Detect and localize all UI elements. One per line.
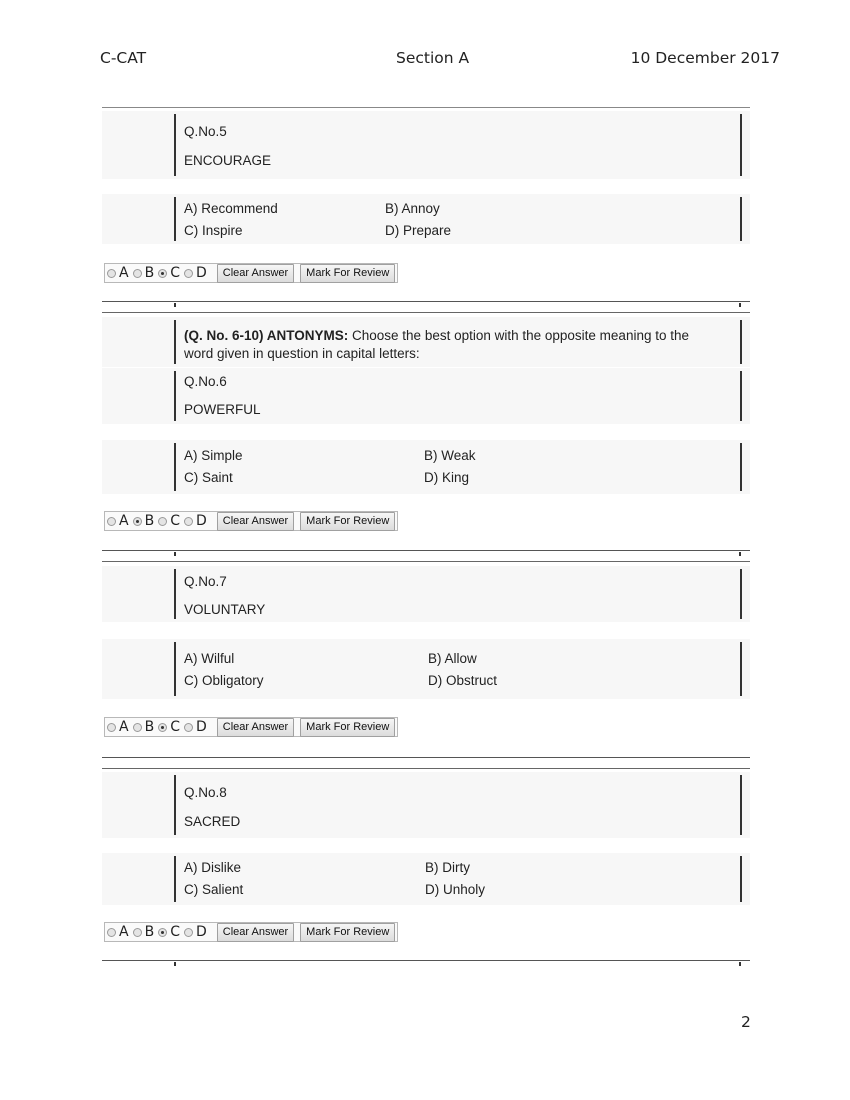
question-block-5 [102, 107, 750, 297]
radio-option-c[interactable]: C [158, 265, 180, 281]
block-separator [102, 757, 750, 769]
header-center: Section A [396, 49, 470, 67]
clear-answer-button[interactable]: Clear Answer [217, 923, 294, 942]
answer-bar [104, 511, 398, 531]
radio-option-d[interactable]: D [184, 924, 207, 940]
header-left: C-CAT [100, 49, 147, 67]
option-a: A) Wilful [184, 651, 235, 666]
instruction-body: Choose the best option with the opposite meaning to the word given in question in capital letters: [184, 328, 689, 361]
option-c: C) Saint [184, 470, 233, 485]
radio-option-a[interactable]: A [107, 513, 129, 529]
option-c: C) Salient [184, 882, 244, 897]
question-block-7 [102, 562, 750, 757]
instruction-pane [102, 317, 750, 367]
option-c: C) Obligatory [184, 673, 264, 688]
option-d: D) Obstruct [428, 673, 498, 688]
radio-option-c[interactable]: C [158, 924, 180, 940]
radio-option-a[interactable]: A [107, 719, 129, 735]
block-separator [102, 301, 750, 313]
clear-answer-button[interactable]: Clear Answer [217, 718, 294, 737]
radio-option-d[interactable]: D [184, 513, 207, 529]
instruction-text [184, 327, 690, 362]
question-pane [102, 111, 750, 179]
mark-for-review-button[interactable]: Mark For Review [300, 718, 395, 737]
option-a: A) Simple [184, 448, 243, 463]
question-word: POWERFUL [184, 402, 261, 417]
block-separator [102, 550, 750, 562]
question-pane [102, 368, 750, 424]
options-pane [102, 440, 750, 494]
option-b: B) Dirty [425, 860, 470, 875]
question-word: SACRED [184, 814, 241, 829]
radio-option-b[interactable]: B [133, 513, 155, 529]
clear-answer-button[interactable]: Clear Answer [217, 512, 294, 531]
answer-bar [104, 922, 398, 942]
question-number: Q.No.8 [184, 785, 227, 800]
option-b: B) Allow [428, 651, 477, 666]
mark-for-review-button[interactable]: Mark For Review [300, 512, 395, 531]
question-word: VOLUNTARY [184, 602, 266, 617]
radio-option-b[interactable]: B [133, 924, 155, 940]
option-b: B) Weak [424, 448, 476, 463]
option-d: D) Unholy [425, 882, 486, 897]
question-number: Q.No.6 [184, 374, 227, 389]
question-number: Q.No.5 [184, 124, 227, 139]
question-word: ENCOURAGE [184, 153, 272, 168]
radio-option-d[interactable]: D [184, 265, 207, 281]
answer-bar [104, 263, 398, 283]
option-c: C) Inspire [184, 223, 243, 238]
header-date: 10 December 2017 [630, 49, 780, 67]
question-pane [102, 772, 750, 838]
options-pane [102, 853, 750, 905]
options-pane [102, 639, 750, 699]
page-number: 2 [741, 1013, 751, 1031]
mark-for-review-button[interactable]: Mark For Review [300, 264, 395, 283]
question-number: Q.No.7 [184, 574, 227, 589]
option-d: D) King [424, 470, 470, 485]
radio-option-c[interactable]: C [158, 719, 180, 735]
option-b: B) Annoy [385, 201, 440, 216]
answer-bar [104, 717, 398, 737]
block-separator [102, 960, 750, 968]
radio-option-a[interactable]: A [107, 265, 129, 281]
instruction-title: (Q. No. 6-10) ANTONYMS: [184, 328, 349, 343]
block-top-border [102, 107, 750, 108]
options-pane [102, 194, 750, 244]
option-d: D) Prepare [385, 223, 452, 238]
radio-option-b[interactable]: B [133, 719, 155, 735]
option-a: A) Recommend [184, 201, 278, 216]
question-pane [102, 566, 750, 622]
clear-answer-button[interactable]: Clear Answer [217, 264, 294, 283]
mark-for-review-button[interactable]: Mark For Review [300, 923, 395, 942]
radio-option-a[interactable]: A [107, 924, 129, 940]
radio-option-d[interactable]: D [184, 719, 207, 735]
radio-option-b[interactable]: B [133, 265, 155, 281]
question-block-8 [102, 769, 750, 959]
radio-option-c[interactable]: C [158, 513, 180, 529]
option-a: A) Dislike [184, 860, 242, 875]
question-block-6 [102, 313, 750, 548]
